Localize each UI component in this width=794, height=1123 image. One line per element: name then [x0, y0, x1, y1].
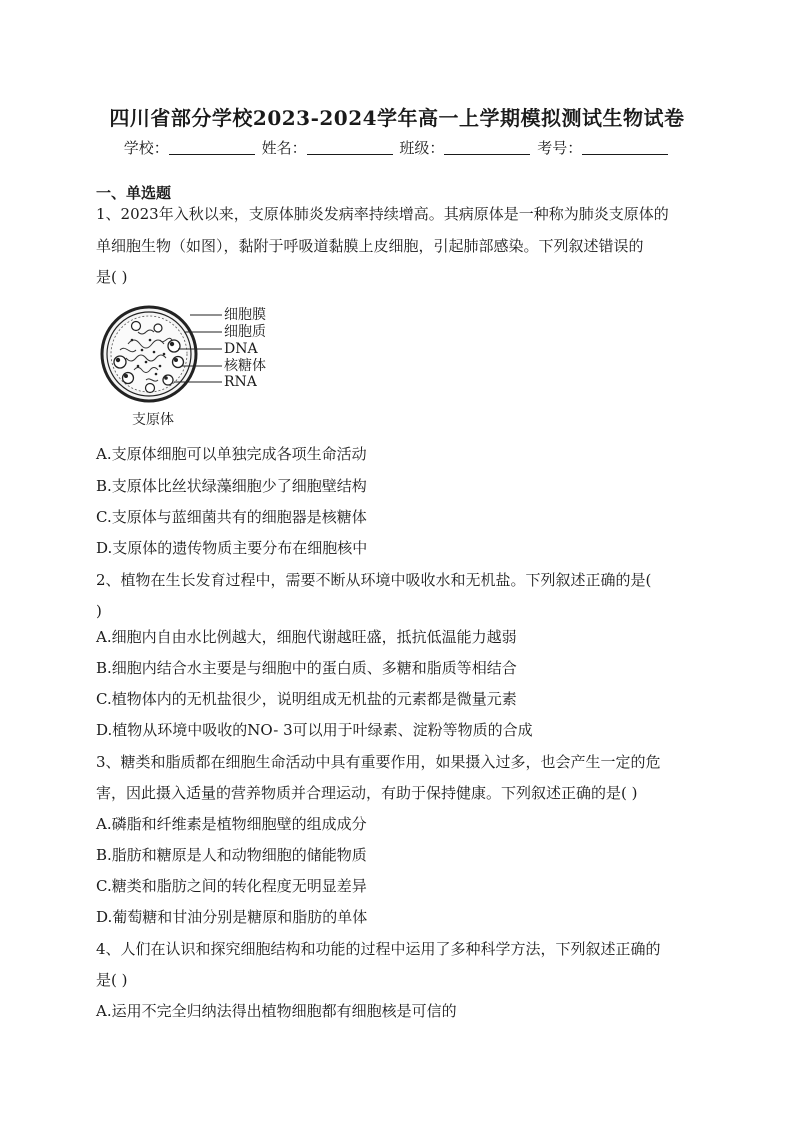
section-heading: 一、单选题	[96, 184, 172, 202]
q2-option-b: B.细胞内结合水主要是与细胞中的蛋白质、多糖和脂质等相结合	[96, 659, 517, 677]
name-blank	[307, 140, 393, 155]
q1-stem-line-3: 是( )	[96, 268, 128, 286]
school-label: 学校：	[123, 139, 169, 157]
exam-number-blank	[582, 140, 668, 155]
label-cell-membrane: 细胞膜	[224, 307, 266, 323]
q1-option-c: C.支原体与蓝细菌共有的细胞器是核糖体	[96, 508, 367, 526]
label-dna: DNA	[224, 341, 258, 357]
q2-stem-line-2: )	[96, 602, 102, 620]
label-cytoplasm: 细胞质	[224, 324, 266, 340]
q2-option-c: C.植物体内的无机盐很少，说明组成无机盐的元素都是微量元素	[96, 690, 517, 708]
student-info-row	[0, 137, 794, 158]
class-blank	[444, 140, 530, 155]
q2-stem-line-1: 2、植物在生长发育过程中，需要不断从环境中吸收水和无机盐。下列叙述正确的是(	[96, 571, 652, 589]
q1-option-a: A.支原体细胞可以单独完成各项生命活动	[96, 445, 367, 463]
q4-stem-line-2: 是( )	[96, 971, 128, 989]
q1-option-b: B.支原体比丝状绿藻细胞少了细胞壁结构	[96, 477, 367, 495]
q4-option-a: A.运用不完全归纳法得出植物细胞都有细胞核是可信的	[96, 1002, 457, 1020]
q3-stem-line-1: 3、糖类和脂质都在细胞生命活动中具有重要作用，如果摄入过多，也会产生一定的危	[96, 753, 661, 771]
diagram-caption: 支原体	[132, 412, 174, 428]
class-label: 班级：	[399, 139, 445, 157]
exam-number-label: 考号：	[537, 139, 583, 157]
q1-stem-line-2: 单细胞生物（如图），黏附于呼吸道黏膜上皮细胞，引起肺部感染。下列叙述错误的	[96, 237, 644, 255]
q1-option-d: D.支原体的遗传物质主要分布在细胞核中	[96, 539, 368, 557]
label-rna: RNA	[224, 374, 257, 390]
q3-option-d: D.葡萄糖和甘油分别是糖原和脂肪的单体	[96, 908, 368, 926]
q1-stem-line-1: 1、2023年入秋以来，支原体肺炎发病率持续增高。其病原体是一种称为肺炎支原体的	[96, 205, 669, 223]
mycoplasma-diagram	[98, 300, 288, 432]
name-label: 姓名：	[261, 139, 307, 157]
q3-stem-line-2: 害，因此摄入适量的营养物质并合理运动，有助于保持健康。下列叙述正确的是( )	[96, 784, 638, 802]
page-title: 四川省部分学校2023-2024学年高一上学期模拟测试生物试卷	[109, 106, 685, 130]
q3-option-b: B.脂肪和糖原是人和动物细胞的储能物质	[96, 846, 367, 864]
label-ribosome: 核糖体	[224, 358, 266, 374]
q2-option-d: D.植物从环境中吸收的NO- 3可以用于叶绿素、淀粉等物质的合成	[96, 721, 533, 739]
q4-stem-line-1: 4、人们在认识和探究细胞结构和功能的过程中运用了多种科学方法，下列叙述正确的	[96, 940, 661, 958]
school-blank	[169, 140, 255, 155]
q2-option-a: A.细胞内自由水比例越大，细胞代谢越旺盛，抵抗低温能力越弱	[96, 628, 517, 646]
q3-option-c: C.糖类和脂肪之间的转化程度无明显差异	[96, 877, 367, 895]
q3-option-a: A.磷脂和纤维素是植物细胞壁的组成成分	[96, 815, 367, 833]
